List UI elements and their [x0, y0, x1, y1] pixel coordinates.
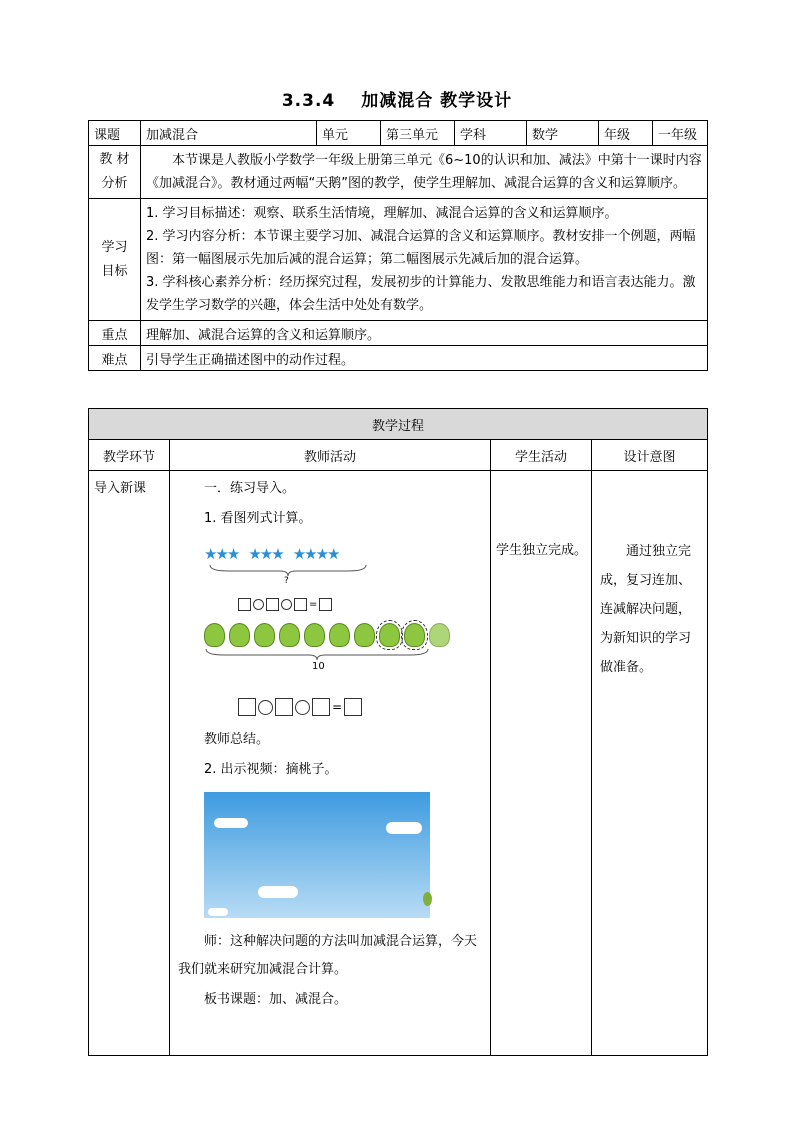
col-design: 设计意图 [592, 440, 708, 471]
col-stage: 教学环节 [89, 440, 170, 471]
design-text: 通过独立完成，复习连加、连减解决问题，为新知识的学习做准备。 [600, 544, 692, 675]
square-icon [275, 698, 293, 716]
equation-blank: = [238, 598, 482, 611]
stars-illustration [204, 545, 482, 563]
analysis-row [89, 146, 708, 199]
square-icon [238, 698, 256, 716]
goals-text [141, 199, 708, 321]
topic-label: 课题 [89, 121, 141, 146]
leaf-icon [423, 892, 432, 906]
grade-label: 年级 [599, 121, 653, 146]
goals-label: 学习 目标 [89, 199, 141, 321]
square-icon [319, 598, 332, 611]
frogs-illustration [204, 623, 482, 647]
process-row [89, 471, 708, 1056]
teacher-line: 教师总结。 [204, 732, 270, 747]
teacher-line: 2. 出示视频：摘桃子。 [204, 762, 338, 777]
col-teacher: 教师活动 [170, 440, 491, 471]
stage-cell: 导入新课 [89, 471, 170, 1056]
key-point-row [89, 321, 708, 346]
title-number: 3.3.4 [281, 91, 336, 111]
frog-icon [254, 623, 275, 647]
unit-value: 第三单元 [381, 121, 455, 146]
subject-value: 数学 [527, 121, 599, 146]
teacher-activity-cell [170, 471, 491, 1056]
frog-icon [279, 623, 300, 647]
square-icon [266, 598, 279, 611]
cloud-icon [208, 908, 228, 916]
cloud-icon [386, 822, 422, 834]
frog-icon [379, 623, 400, 647]
square-icon [312, 698, 330, 716]
process-table [88, 408, 708, 1056]
total-label: 10 [312, 661, 325, 672]
star-icon: ★★★ [248, 545, 283, 563]
title-text: 加减混合 教学设计 [361, 91, 513, 111]
col-student: 学生活动 [491, 440, 592, 471]
frog-icon [229, 623, 250, 647]
teacher-paragraph: 师：这种解决问题的方法叫加减混合运算，今天我们就来研究加减混合计算。 [178, 934, 478, 977]
brace-icon [208, 563, 368, 577]
video-frame [204, 792, 430, 918]
grade-value: 一年级 [653, 121, 708, 146]
star-icon: ★★★ [204, 545, 239, 563]
analysis-label: 教 材 分析 [89, 146, 141, 199]
frog-icon [404, 623, 425, 647]
goal-item: 3. 学科核心素养分析：经历探究过程，发展初步的计算能力、发散思维能力和语言表达能力。激发学生学习数学的兴趣，体会生活中处处有数学。 [146, 275, 696, 313]
lesson-info-table [88, 120, 708, 371]
square-icon [294, 598, 307, 611]
document-title [0, 86, 794, 111]
process-header: 教学过程 [89, 409, 708, 440]
frog-icon [304, 623, 325, 647]
teacher-line: 一．练习导入。 [204, 481, 296, 496]
circle-icon [295, 700, 310, 715]
cloud-icon [214, 818, 248, 828]
difficulty-row [89, 346, 708, 371]
teacher-line: 板书课题：加、减混合。 [204, 992, 348, 1007]
square-icon [344, 698, 362, 716]
student-activity-cell: 学生独立完成。 [491, 471, 592, 1056]
circle-icon [258, 700, 273, 715]
analysis-text: 本节课是人教版小学数学一年级上册第三单元《6~10的认识和加、减法》中第十一课时内容《加减混合》。教材通过两幅“天鹅”图的教学，使学生理解加、减混合运算的含义和运算顺序。 [141, 146, 708, 199]
frog-icon [329, 623, 350, 647]
circle-icon [253, 599, 264, 610]
teacher-line: 1. 看图列式计算。 [204, 511, 312, 526]
goal-item: 1. 学习目标描述：观察、联系生活情境，理解加、减混合运算的含义和运算顺序。 [146, 206, 618, 221]
goals-row [89, 199, 708, 321]
unit-label: 单元 [317, 121, 381, 146]
star-icon: ★★★★ [292, 545, 339, 563]
cloud-icon [258, 886, 298, 898]
key-point-text: 理解加、减混合运算的含义和运算顺序。 [141, 321, 708, 346]
process-column-headers [89, 440, 708, 471]
equation-blank: = [238, 698, 482, 716]
brace-icon [204, 647, 434, 661]
goal-item: 2. 学习内容分析：本节课主要学习加、减混合运算的含义和运算顺序。教材安排一个例题，两幅图：第一幅图展示先加后减的混合运算；第二幅图展示先减后加的混合运算。 [146, 229, 696, 267]
topic-value: 加减混合 [141, 121, 317, 146]
key-point-label: 重点 [89, 321, 141, 346]
question-mark: ? [284, 576, 289, 586]
difficulty-label: 难点 [89, 346, 141, 371]
frog-icon [204, 623, 225, 647]
frog-icon [354, 623, 375, 647]
circle-icon [281, 599, 292, 610]
square-icon [238, 598, 251, 611]
meta-row [89, 121, 708, 146]
frog-icon [429, 623, 450, 647]
design-intent-cell [592, 471, 708, 1056]
difficulty-text: 引导学生正确描述图中的动作过程。 [141, 346, 708, 371]
subject-label: 学科 [455, 121, 527, 146]
